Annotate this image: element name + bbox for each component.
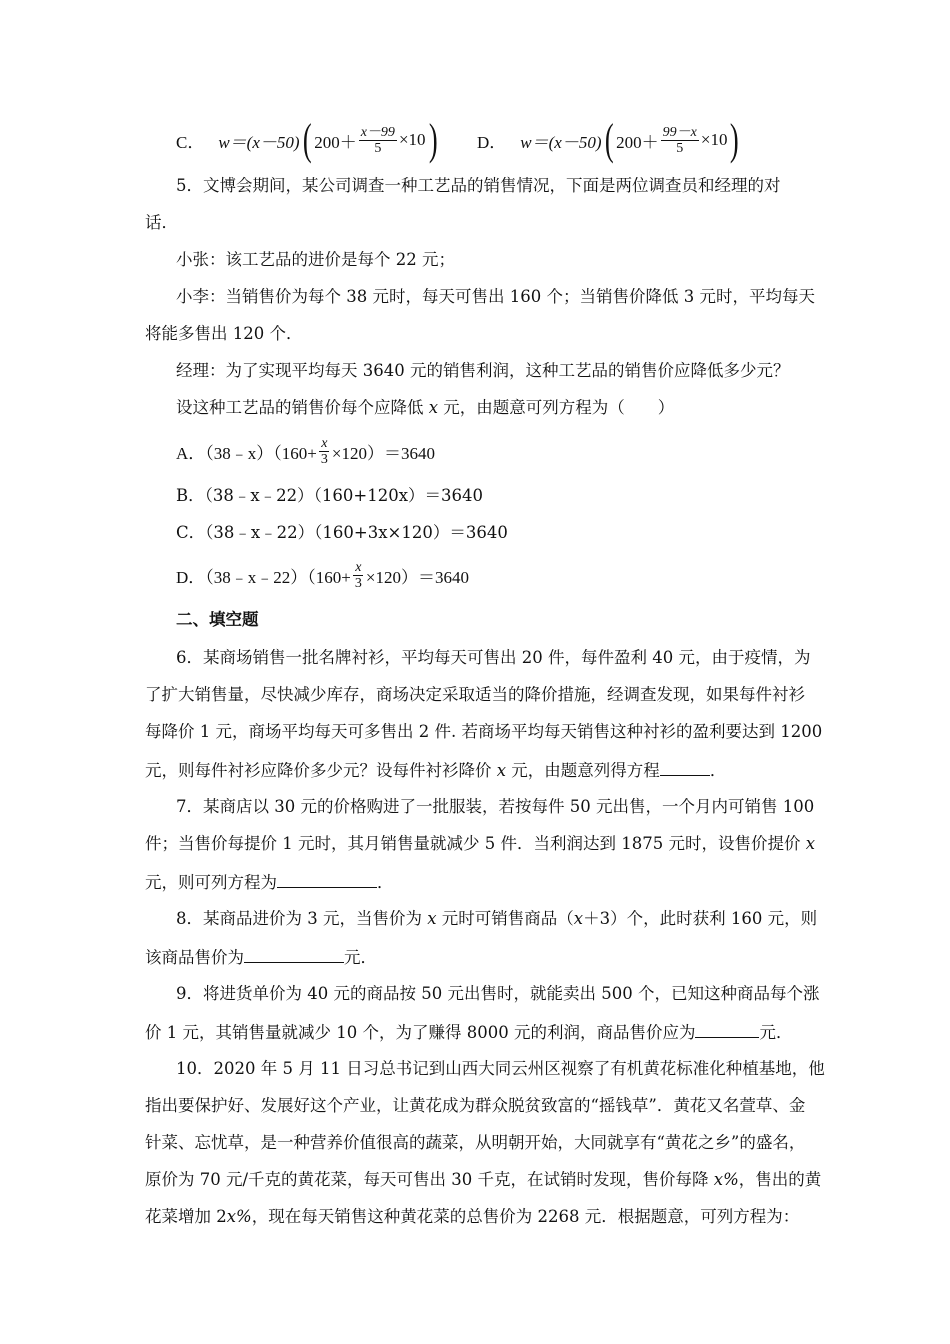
variable: x [496,761,507,780]
q5-line-1: 5．文博会期间，某公司调查一种工艺品的销售情况，下面是两位调查员和经理的对 [176,176,781,195]
formula-suffix: ×10 [398,130,426,149]
text: 元时可销售商品（ [436,909,574,928]
formula-prefix: w＝(x－50) [520,132,602,152]
q10-line-5 [145,1207,799,1227]
variable: x [428,398,439,417]
text: 元，则每件衬衫应降价多少元？设每件衬衫降价 [145,761,497,780]
text: 花菜增加 2 [145,1207,227,1226]
text: 原价为 70 元/千克的黄花菜，每天可售出 30 千克，在试销时发现，售价每降 [145,1170,714,1189]
answer-blank[interactable] [277,871,377,888]
q10-line-2: 指出要保护好、发展好这个产业，让黄花成为群众脱贫致富的“摇钱草”．黄花又名萱草、金 [145,1096,806,1115]
q9-line-1: 9．将进货单价为 40 元的商品按 50 元出售时，就能卖出 500 个，已知这种商品每个涨 [176,984,820,1003]
text: ，售出的黄 [738,1170,822,1189]
variable: x% [713,1170,739,1189]
q6-line-1: 6．某商场销售一批名牌衬衫，平均每天可售出 20 件，每件盈利 40 元，由于疫情，为 [176,648,811,667]
formula-inner: 200＋ [314,132,357,152]
answer-blank[interactable] [244,946,344,963]
variable: x [805,834,816,853]
q5-line-2: 话． [145,213,178,232]
text: 元． [344,948,377,967]
fraction [353,560,364,591]
q8-line-2 [145,946,377,968]
q6-line-3: 每降价 1 元，商场平均每天可多售出 2 件. 若商场平均每天销售这种衬衫的盈利要达到 1200 [145,722,823,741]
answer-blank[interactable] [695,1021,759,1038]
q10-line-1: 10．2020 年 5 月 11 日习总书记到山西大同云州区视察了有机黄花标准化种植基地，他 [176,1059,825,1078]
numerator: 99－x [662,124,697,140]
q10-line-3: 针菜、忘忧草，是一种营养价值很高的蔬菜，从明朝开始，大同就享有“黄花之乡”的盛名， [145,1133,806,1152]
text: 该商品售价为 [145,948,244,967]
answer-blank[interactable] [660,759,710,776]
numerator: x [355,560,362,575]
left-paren: ( [302,115,312,164]
q8-line-1 [176,909,817,929]
q9-line-2 [145,1021,792,1043]
variable: x [427,909,437,928]
text: 设这种工艺品的销售价每个应降低 [176,398,429,417]
q5-line-4: 小李：当销售价为每个 38 元时，每天可售出 160 个；当销售价降低 3 元时，平均每天 [176,287,815,306]
fraction [661,125,699,156]
q5-option-a [176,436,435,467]
denominator: 5 [374,140,382,156]
fraction [319,436,330,467]
text: 价 1 元，其销售量就减少 10 个，为了赚得 8000 元的利润，商品售价应为 [145,1023,696,1042]
denominator: 5 [676,140,684,156]
q5-option-d [176,560,469,591]
q7-line-3 [145,871,394,893]
q4-option-c [176,115,440,164]
text: 元． [759,1023,793,1042]
q6-line-4 [145,759,726,781]
q5-line-7 [176,398,674,418]
option-label: D． [477,132,507,152]
text: ＋3）个，此时获利 160 元，则 [583,909,818,928]
text: ． [377,873,394,892]
q5-option-b: B．（38﹣x﹣22）（160+120x）＝3640 [176,486,484,505]
formula-prefix: A．（38﹣x）（160+ [176,444,317,463]
formula-prefix: D．（38﹣x﹣22）（160+ [176,568,351,587]
formula-suffix: ×10 [700,130,728,149]
q5-line-5: 将能多售出 120 个． [145,324,303,343]
formula-suffix: ×120）＝3640 [365,568,469,587]
left-paren: ( [604,115,614,164]
q5-line-6: 经理：为了实现平均每天 3640 元的销售利润，这种工艺品的销售价应降低多少元？ [176,361,790,380]
q6-line-2: 了扩大销售量，尽快减少库存，商场决定采取适当的降价措施，经调查发现，如果每件衬衫 [145,685,805,704]
q10-line-4 [145,1170,821,1190]
option-label: C． [176,132,205,152]
variable: x [573,909,584,928]
q7-line-1: 7．某商店以 30 元的价格购进了一批服装，若按每件 50 元出售，一个月内可销售 100 [176,797,815,816]
text: 8．某商品进价为 3 元，当售价为 [176,909,428,928]
text: 件；当售价每提价 1 元时，其月销售量就减少 5 件．当利润达到 1875 元时，设售价提价 [145,834,806,853]
formula-suffix: ×120）＝3640 [331,444,435,463]
numerator: x [321,436,328,451]
denominator: 3 [354,576,362,591]
text: ． [709,761,727,780]
formula-prefix: w＝(x－50) [218,132,300,152]
text: 元，由题意列得方程 [506,761,660,780]
q7-line-2 [145,834,815,854]
q5-option-c: C．（38﹣x﹣22）（160+3x×120）＝3640 [176,523,508,542]
q5-line-3: 小张：该工艺品的进价是每个 22 元； [176,250,455,269]
text: ，现在每天销售这种黄花菜的总售价为 2268 元．根据题意，可列方程为： [251,1207,800,1226]
fraction [359,125,397,156]
right-paren: ) [730,115,740,164]
right-paren: ) [428,115,438,164]
q4-option-d [477,115,742,164]
text: 元，则可列方程为 [145,873,277,892]
denominator: 3 [320,452,328,467]
numerator: x－99 [360,124,395,140]
text: 元，由题意可列方程为（ ） [438,398,675,417]
variable: x% [226,1207,252,1226]
section-title: 二、填空题 [176,610,259,629]
formula-inner: 200＋ [616,132,659,152]
